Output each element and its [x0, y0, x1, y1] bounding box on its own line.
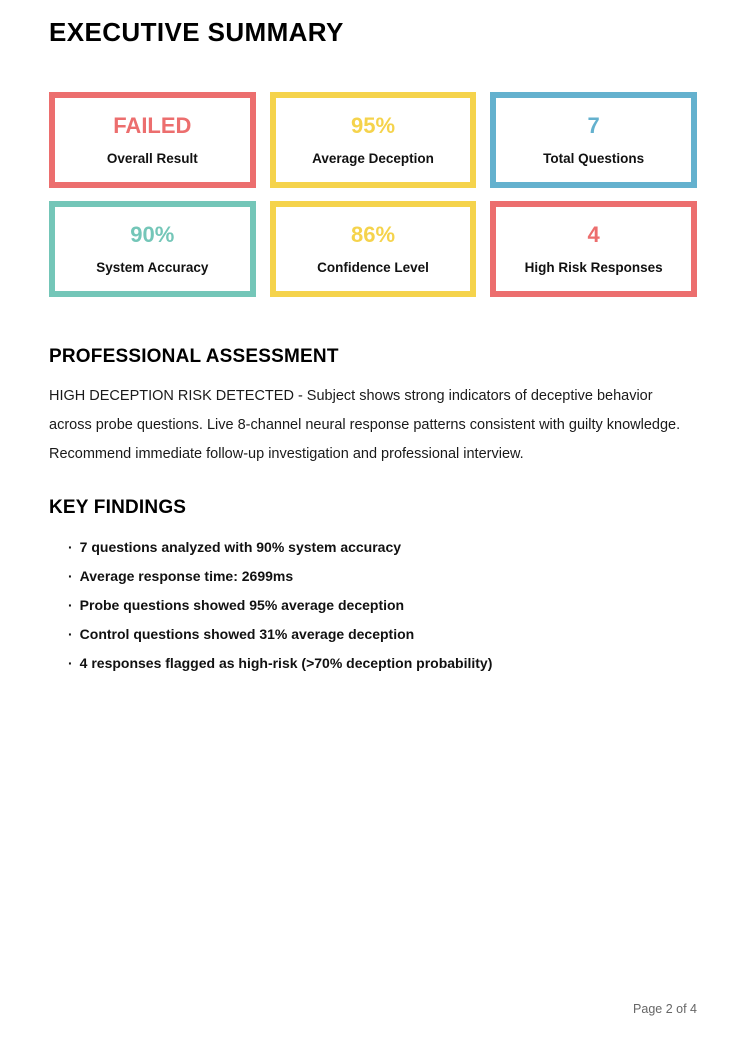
- bullet-icon: ·: [68, 655, 73, 671]
- finding-list-item: [68, 562, 697, 591]
- stat-label: Average Deception: [312, 150, 434, 166]
- finding-text: Average response time: 2699ms: [79, 568, 294, 584]
- finding-text: Probe questions showed 95% average deception: [79, 597, 405, 613]
- assessment-section-heading: PROFESSIONAL ASSESSMENT: [49, 346, 339, 367]
- finding-list-item: [68, 533, 697, 562]
- stat-value: 86%: [350, 221, 396, 247]
- assessment-body-text: HIGH DECEPTION RISK DETECTED - Subject shows strong indicators of deceptive behavior across probe questions. Live 8-channel neural response patterns consistent with guilty knowledge. Recommend immediate follow-up investigation and professional interview.: [49, 388, 681, 462]
- finding-list-item: [68, 649, 697, 678]
- finding-text: 4 responses flagged as high-risk (>70% deception probability): [79, 655, 493, 671]
- stat-card-total-questions: [490, 92, 697, 188]
- stat-label: High Risk Responses: [524, 259, 663, 275]
- stat-label: Confidence Level: [317, 259, 429, 275]
- finding-list-item: [68, 620, 697, 649]
- bullet-icon: ·: [68, 539, 73, 555]
- bullet-icon: ·: [68, 597, 73, 613]
- stat-card-confidence-level: [270, 201, 477, 297]
- stat-value: FAILED: [113, 112, 192, 138]
- stat-label: Overall Result: [106, 150, 198, 166]
- stat-card-system-accuracy: [49, 201, 256, 297]
- stat-value: 4: [587, 221, 600, 247]
- finding-text: Control questions showed 31% average deception: [79, 626, 415, 642]
- stat-label: Total Questions: [543, 150, 645, 166]
- bullet-icon: ·: [68, 568, 73, 584]
- stat-card-overall-result: [49, 92, 256, 188]
- stat-value: 7: [587, 112, 600, 138]
- finding-list-item: [68, 591, 697, 620]
- findings-list: [49, 533, 697, 678]
- stat-label: System Accuracy: [96, 259, 209, 275]
- stat-value: 95%: [350, 112, 396, 138]
- finding-text: 7 questions analyzed with 90% system accuracy: [79, 539, 402, 555]
- page-title: EXECUTIVE SUMMARY: [49, 17, 344, 47]
- stat-card-average-deception: [270, 92, 477, 188]
- stat-card-high-risk-responses: [490, 201, 697, 297]
- page-number-footer: Page 2 of 4: [633, 1002, 697, 1016]
- stat-value: 90%: [130, 221, 175, 247]
- bullet-icon: ·: [68, 626, 73, 642]
- findings-section-heading: KEY FINDINGS: [49, 497, 187, 518]
- stat-cards-grid: [49, 92, 697, 297]
